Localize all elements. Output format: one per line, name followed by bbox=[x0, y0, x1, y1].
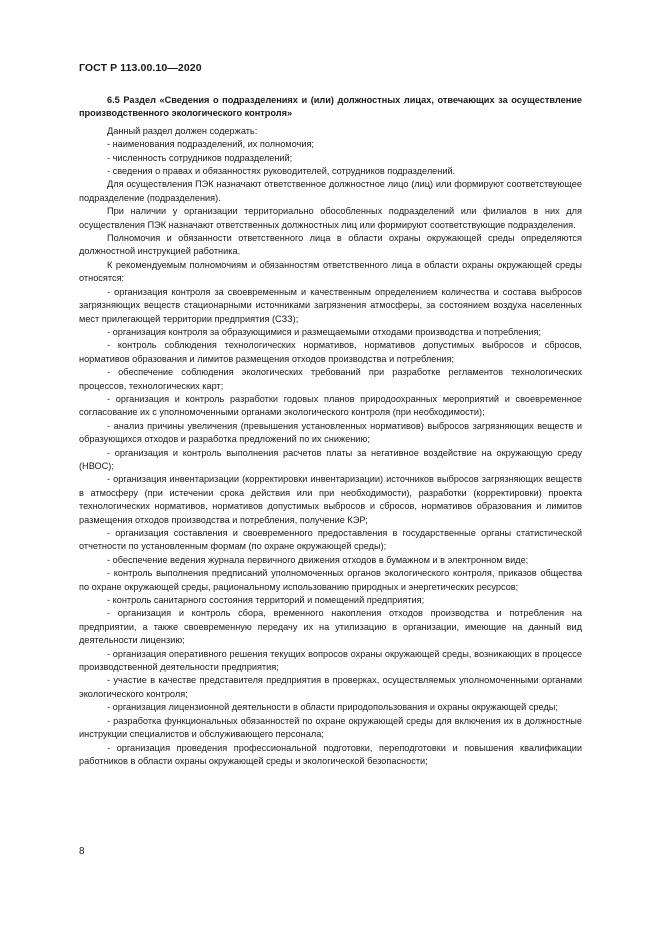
paragraph: - организация проведения профессиональной подготовки, переподготовки и повышения квалификации работников в области охраны окружающей среды и экологической безопасности; bbox=[79, 742, 582, 766]
paragraph: - участие в качестве представителя предприятия в проверках, осуществляемых уполномоченными органами экологического контроля; bbox=[79, 675, 582, 699]
section-heading: 6.5 Раздел «Сведения о подразделениях и (или) должностных лицах, отвечающих за осуществление производственного экологического контроля» bbox=[79, 95, 582, 119]
paragraph: - организация и контроль разработки годовых планов природоохранных мероприятий и своевременное согласование их с уполномоченными органами экологического контроля (при необходимости); bbox=[79, 393, 582, 418]
paragraph: - анализ причины увеличения (превышения установленных нормативов) выбросов загрязняющих веществ и образующихся отходов и разработка предложений по их снижению; bbox=[79, 420, 582, 445]
paragraph: - обеспечение ведения журнала первичного движения отходов в бумажном и в электронном виде; bbox=[107, 554, 529, 565]
paragraph: - организация контроля за своевременным и качественным определением количества и состава выбросов загрязняющих веществ стационарными источниками загрязнения атмосферы, за состоянием воздуха населенных мест прилегающей территории предприятия (СЗЗ); bbox=[79, 286, 582, 324]
paragraph: - организация контроля за образующимися и размещаемыми отходами производства и потребления; bbox=[107, 326, 542, 337]
paragraph: - организация и контроль выполнения расчетов платы за негативное воздействие на окружающую среду (НВОС); bbox=[79, 447, 582, 471]
paragraph: - организация составления и своевременного предоставления в государственные органы статистической отчетности по установленным формам (по охране окружающей среды); bbox=[79, 528, 582, 552]
paragraph: К рекомендуемым полномочиям и обязанностям ответственного лица в области охраны окружающей среды относятся: bbox=[79, 259, 582, 284]
paragraph: Полномочия и обязанности ответственного лица в области охраны окружающей среды определяются должностной инструкцией работника. bbox=[79, 233, 582, 257]
paragraph: - сведения о правах и обязанностях руководителей, сотрудников подразделений. bbox=[107, 166, 456, 177]
page-number: 8 bbox=[79, 846, 85, 857]
paragraph: - организация оперативного решения текущих вопросов охраны окружающей среды, возникающих в процессе производственной деятельности предприятия; bbox=[79, 648, 582, 673]
paragraph: - организация лицензионной деятельности в области природопользования и охраны окружающей среды; bbox=[107, 702, 558, 713]
document-header-code: ГОСТ Р 113.00.10—2020 bbox=[79, 62, 202, 74]
paragraph: - организация инвентаризации (корректировки инвентаризации) источников выбросов загрязняющих веществ в атмосферу (при истечении срока действия или при необходимости), разработки (корректировки) проекта технологических нормативов, нормативов допустимых выбросов и сбросов, нормативов образования и лимитов размещения отходов производства и потребления, получение КЭР; bbox=[79, 474, 582, 525]
paragraph-list bbox=[79, 125, 582, 769]
paragraph: - обеспечение соблюдения экологических требований при разработке регламентов технологических процессов, технологических карт; bbox=[79, 367, 582, 391]
page-content bbox=[79, 94, 582, 768]
paragraph: - контроль санитарного состояния территорий и помещений предприятия; bbox=[107, 595, 425, 606]
paragraph: - наименования подразделений, их полномочия; bbox=[107, 139, 314, 150]
paragraph: Данный раздел должен содержать: bbox=[107, 125, 258, 136]
paragraph: - разработка функциональных обязанностей по охране окружающей среды для включения их в должностные инструкции специалистов и обслуживающего персонала; bbox=[79, 715, 582, 740]
paragraph: - численность сотрудников подразделений; bbox=[107, 152, 293, 163]
paragraph: При наличии у организации территориально обособленных подразделений или филиалов в них для осуществления ПЭК назначают ответственных должностных лиц или формируют соответствующие подразделения. bbox=[79, 206, 582, 230]
paragraph: - контроль соблюдения технологических нормативов, нормативов допустимых выбросов и сбросов, нормативов образования и лимитов размещения отходов производства и потребления; bbox=[79, 340, 582, 364]
paragraph: Для осуществления ПЭК назначают ответственное должностное лицо (лиц) или формируют соответствующее подразделение (подразделения). bbox=[79, 179, 582, 203]
paragraph: - организация и контроль сбора, временного накопления отходов производства и потребления на предприятии, а также своевременную передачу их на утилизацию в организации, имеющие на данный вид деятельности лицензию; bbox=[79, 608, 582, 646]
paragraph: - контроль выполнения предписаний уполномоченных органов экологического контроля, приказов общества по охране окружающей среды, рациональному использованию природных и энергетических ресурсов; bbox=[79, 568, 582, 592]
